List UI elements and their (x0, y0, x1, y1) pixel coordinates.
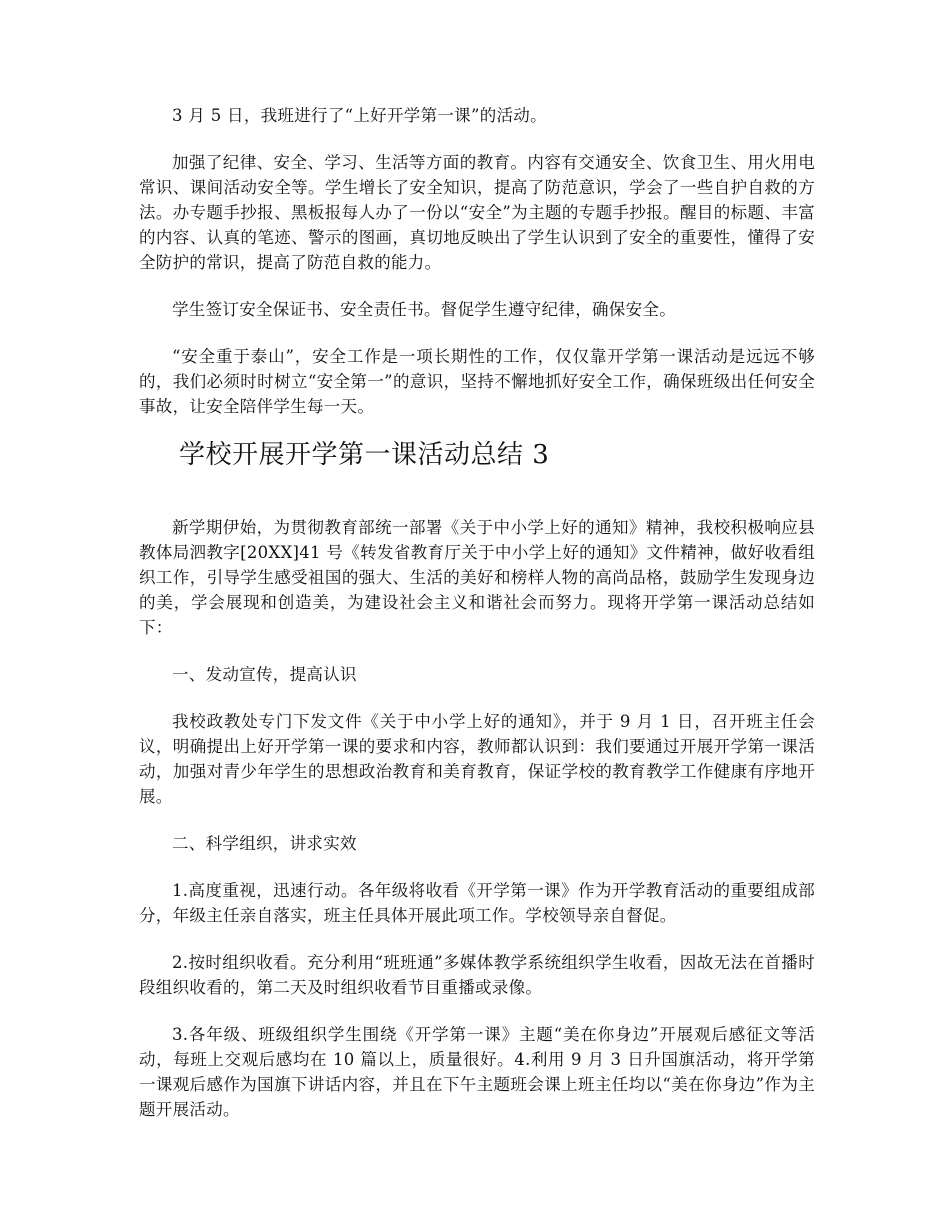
paragraph-item-1: 1.高度重视，迅速行动。各年级将收看《开学第一课》作为开学教育活动的重要组成部分，年级主任亲自落实，班主任具体开展此项工作。学校领导亲自督促。 (139, 881, 815, 925)
paragraph-item-3-4: 3.各年级、班级组织学生围绕《开学第一课》主题“美在你身边”开展观后感征文等活动，每班上交观后感均在 10 篇以上，质量很好。4.利用 9 月 3 日升国旗活动，将开学第一课观后感作为国旗下讲话内容，并且在下午主题班会课上班主任均以“美在你身边”作为主题开展活动。 (139, 1025, 815, 1119)
paragraph-activity-date: 3 月 5 日，我班进行了“上好开学第一课”的活动。 (172, 106, 547, 125)
heading-publicity: 一、发动宣传，提高认识 (172, 665, 357, 684)
paragraph-safety-education: 加强了纪律、安全、学习、生活等方面的教育。内容有交通安全、饮食卫生、用火用电常识、课间活动安全等。学生增长了安全知识，提高了防范意识，学会了一些自护自救的方法。办专题手抄报、黑板报每人办了一份以“安全”为主题的专题手抄报。醒目的标题、丰富的内容、认真的笔迹、警示的图画，真切地反映出了学生认识到了安全的重要性，懂得了安全防护的常识，提高了防范自救的能力。 (139, 153, 815, 272)
document-body (139, 103, 815, 1144)
section-title: 学校开展开学第一课活动总结 3 (179, 440, 550, 470)
paragraph-publicity: 我校政教处专门下发文件《关于中小学上好的通知》，并于 9 月 1 日，召开班主任会议，明确提出上好开学第一课的要求和内容，教师都认识到：我们要通过开展开学第一课活动，加强对青少年学生的思想政治教育和美育教育，保证学校的教育教学工作健康有序地开展。 (139, 712, 815, 806)
paragraph-safety-pledge: 学生签订安全保证书、安全责任书。督促学生遵守纪律，确保安全。 (172, 300, 676, 319)
paragraph-safety-first: “安全重于泰山”，安全工作是一项长期性的工作，仅仅靠开学第一课活动是远远不够的，我们必须时时树立“安全第一”的意识，坚持不懈地抓好安全工作，确保班级出任何安全事故，让安全陪伴学生每一天。 (139, 347, 815, 416)
paragraph-intro: 新学期伊始，为贯彻教育部统一部署《关于中小学上好的通知》精神，我校积极响应县教体局泗教字[20XX]41 号《转发省教育厅关于中小学上好的通知》文件精神，做好收看组织工作，引导学生感受祖国的强大、生活的美好和榜样人物的高尚品格，鼓励学生发现身边的美，学会展现和创造美，为建设社会主义和谐社会而努力。现将开学第一课活动总结如下： (139, 518, 815, 637)
paragraph-item-2: 2.按时组织收看。充分利用“班班通”多媒体教学系统组织学生收看，因故无法在首播时段组织收看的，第二天及时组织收看节目重播或录像。 (139, 953, 815, 997)
heading-organization: 二、科学组织，讲求实效 (172, 834, 357, 853)
